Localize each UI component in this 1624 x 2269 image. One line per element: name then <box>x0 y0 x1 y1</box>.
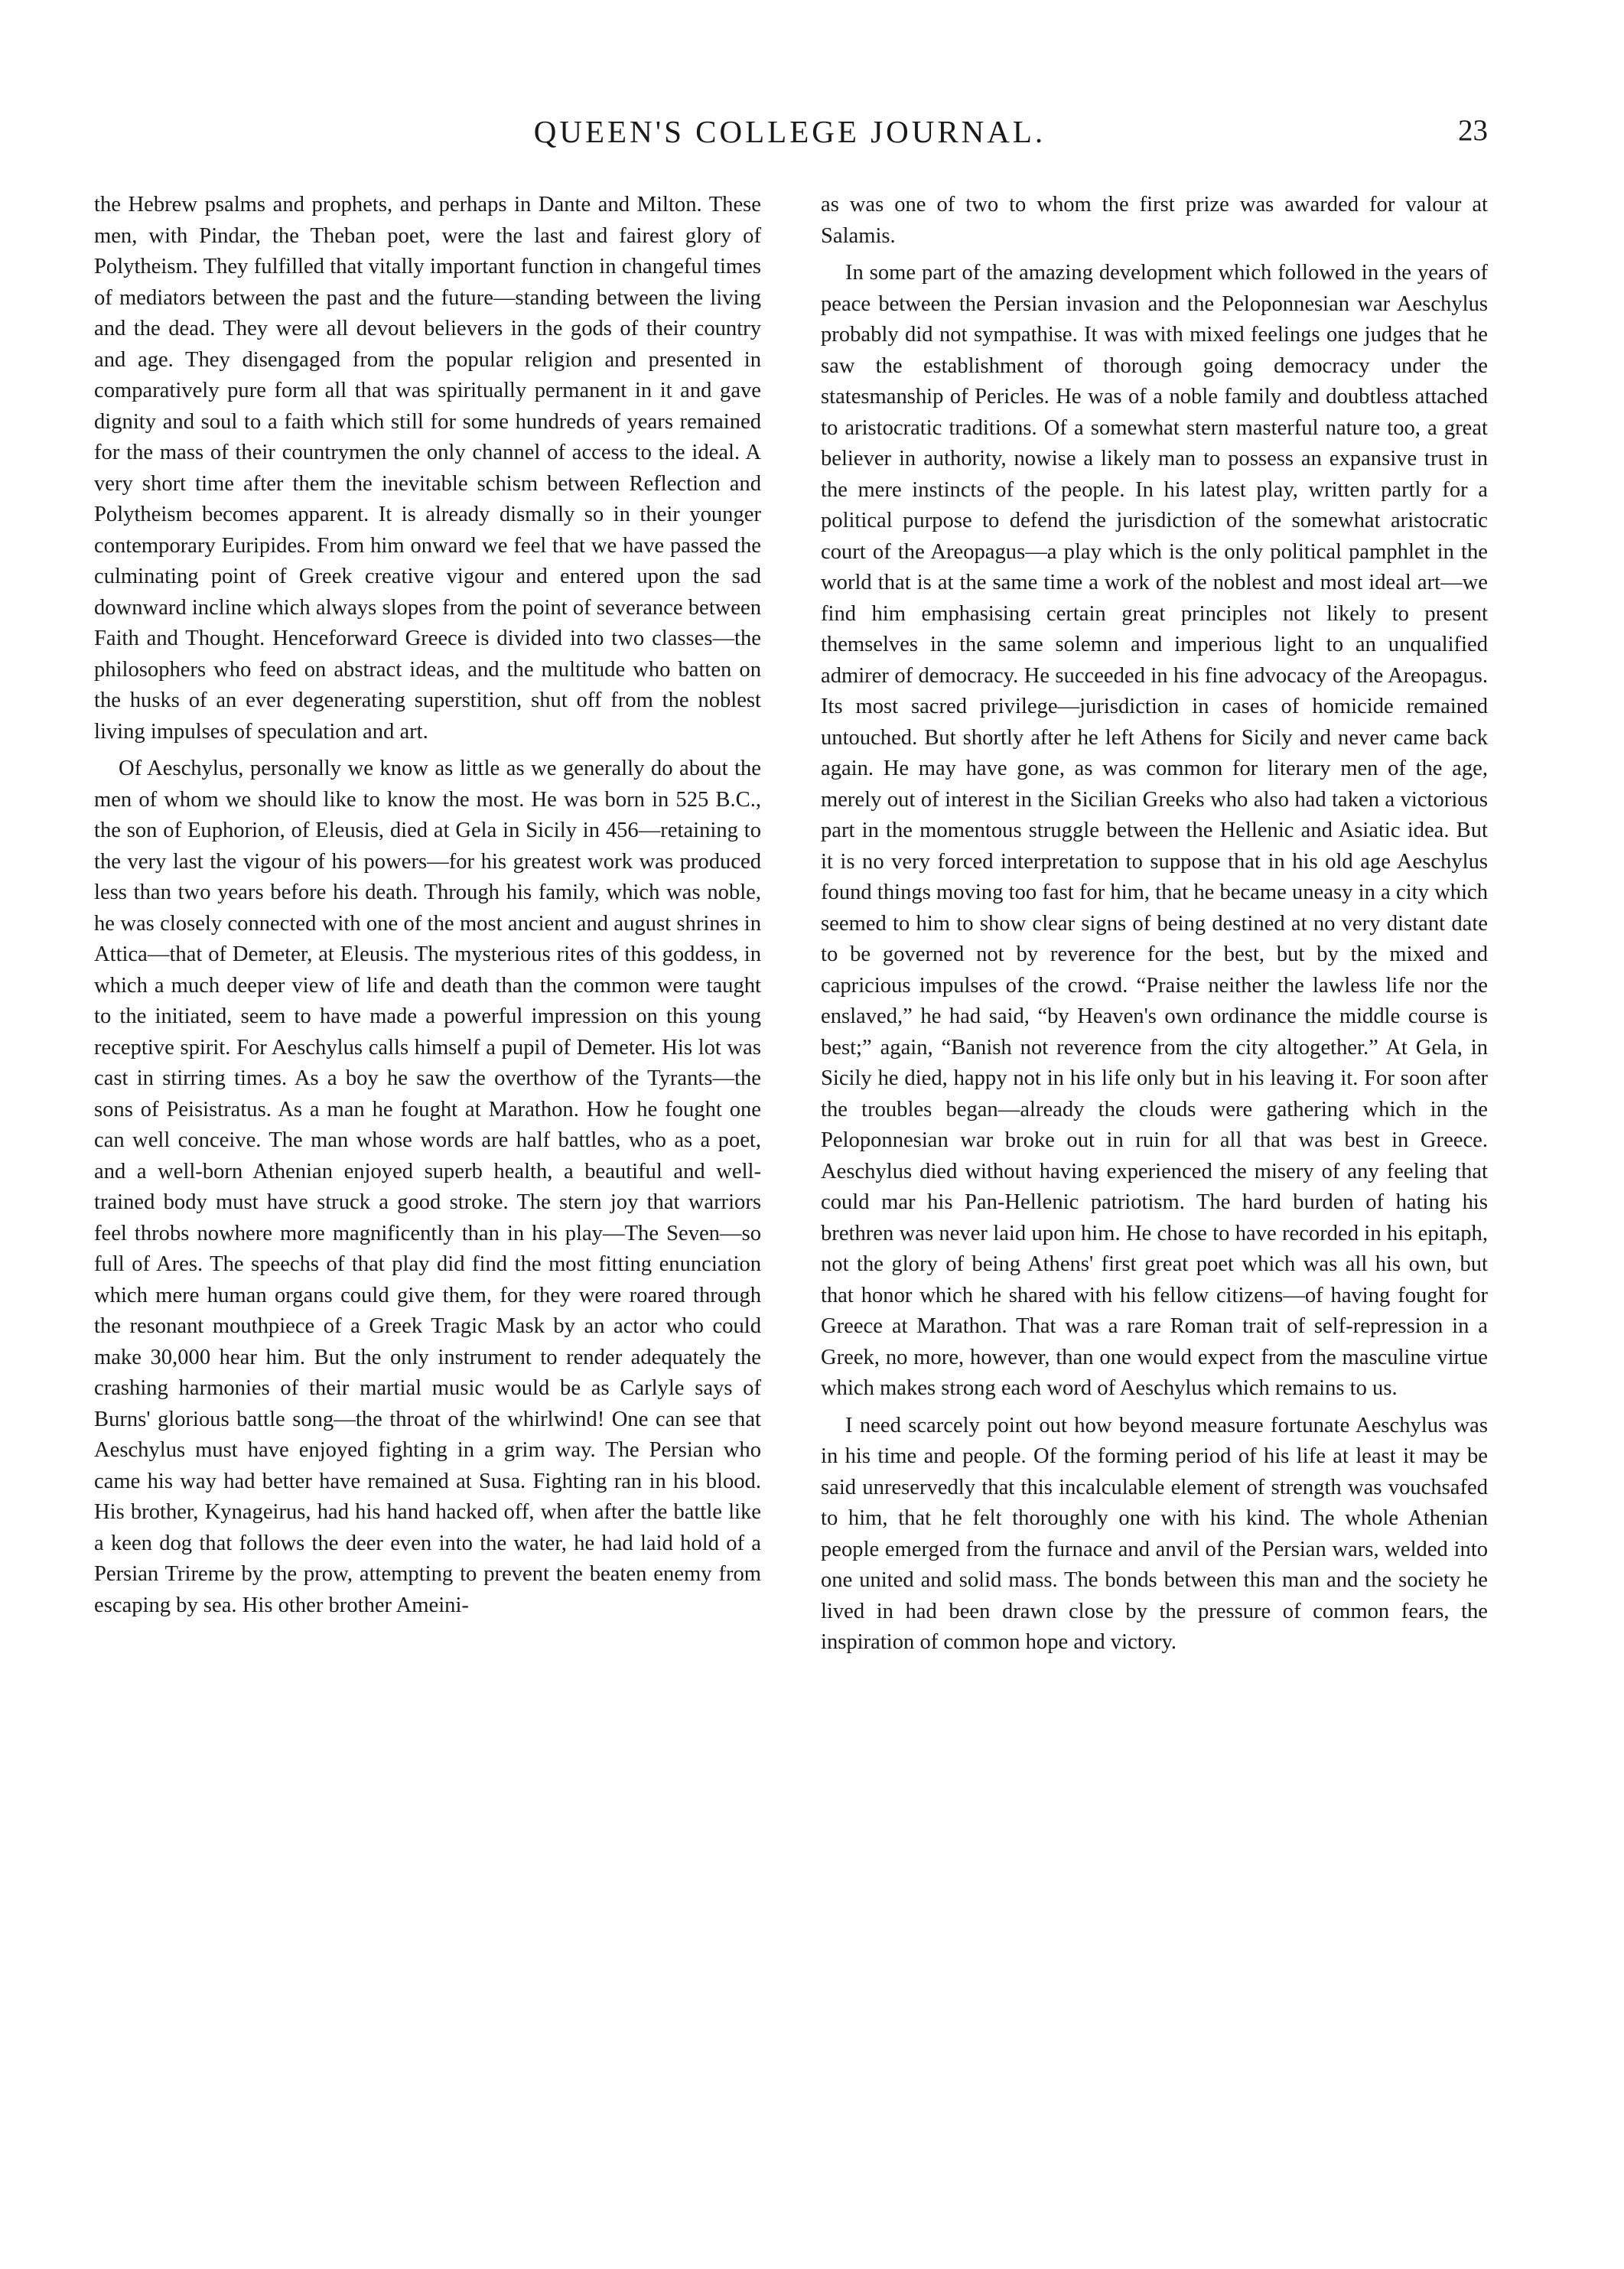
journal-title: QUEEN'S COLLEGE JOURNAL. <box>533 114 1046 149</box>
left-column <box>94 190 761 1621</box>
right-paragraph-1: as was one of two to whom the first prize was awarded for valour at Salamis. <box>821 193 1488 248</box>
left-paragraph-2: Of Aeschylus, personally we know as little as we generally do about the men of whom we should like to know the most. He was born in 525 B.C., the son of Euphorion, of Eleusis, died at Gela in Sicily in 456—retaining to the very last the vigour of his powers—for his greatest work was produced less than two years before his death. Through his family, which was noble, he was closely connected with one of the most ancient and august shrines in Attica—that of Demeter, at Eleusis. The mysterious rites of this goddess, in which a much deeper view of life and death than the common were taught to the initiated, seem to have made a powerful impression on this young receptive spirit. For Aeschylus calls himself a pupil of Demeter. His lot was cast in stirring times. As a boy he saw the overthow of the Tyrants—the sons of Peisistratus. As a man he fought at Marathon. How he fought one can well conceive. The man whose words are half battles, who as a poet, and a well-born Athenian enjoyed superb health, a beautiful and well-trained body must have struck a good stroke. The stern joy that warriors feel throbs nowhere more magnificently than in his play—The Seven—so full of Ares. The speechs of that play did find the most fitting enunciation which mere human organs could give them, for they were roared through the resonant mouthpiece of a Greek Tragic Mask by an actor who could make 30,000 hear him. But the only instrument to render adequately the crashing harmonies of their martial music would be as Carlyle says of Burns' glorious battle song—the throat of the whirlwind! One can see that Aeschylus must have enjoyed fighting in a grim way. The Persian who came his way had better have remained at Susa. Fighting ran in his blood. His brother, Kynageirus, had his hand hacked off, when after the battle like a keen dog that follows the deer even into the water, he had laid hold of a Persian Trireme by the prow, attempting to prevent the beaten enemy from escaping by sea. His other brother Ameini- <box>94 757 761 1617</box>
page-number: 23 <box>1458 114 1488 147</box>
page-header <box>92 113 1488 159</box>
right-column <box>821 190 1488 1659</box>
right-paragraph-3: I need scarcely point out how beyond measure fortunate Aeschylus was in his time and people. Of the forming period of his life at least it may be said unreservedly that this incalculable element of strength was vouchsafed to him, that he felt thoroughly one with his kind. The whole Athenian people emerged from the furnace and anvil of the Persian wars, welded into one united and solid mass. The bonds between this man and the society he lived in had been drawn close by the pressure of common fears, the inspiration of common hope and victory. <box>821 1413 1488 1654</box>
right-paragraph-2: In some part of the amazing development which followed in the years of peace between the Persian invasion and the Peloponnesian war Aeschylus probably did not sympathise. It was with mixed feelings one judges that he saw the establishment of thorough going democracy under the statesmanship of Pericles. He was of a noble family and doubtless attached to aristocratic traditions. Of a somewhat stern masterful nature too, a great believer in authority, nowise a likely man to possess an expansive trust in the mere instincts of the people. In his latest play, written partly for a political purpose to defend the jurisdiction of the somewhat aristocratic court of the Areopagus—a play which is the only political pamphlet in the world that is at the same time a work of the noblest and most ideal art—we find him emphasising certain great principles not likely to present themselves in the same solemn and imperious light to an unqualified admirer of democracy. He succeeded in his fine advocacy of the Areopagus. Its most sacred privilege—jurisdiction in cases of homicide remained untouched. But shortly after he left Athens for Sicily and never came back again. He may have gone, as was common for literary men of the age, merely out of interest in the Sicilian Greeks who also had taken a victorious part in the momentous struggle between the Hellenic and Asiatic idea. But it is no very forced interpretation to suppose that in his old age Aeschylus found things moving too fast for him, that he became uneasy in a city which seemed to him to show clear signs of being destined at no very distant date to be governed not by reverence for the best, but by the mixed and capricious impulses of the crowd. “Praise neither the lawless life nor the enslaved,” he had said, “by Heaven's own ordinance the middle course is best;” again, “Banish not reverence from the city altogether.” At Gela, in Sicily he died, happy not in his life only but in his leaving it. For soon after the troubles began—already the clouds were gathering which in the Peloponnesian war broke out in ruin for all that was best in Greece. Aeschylus died without having experienced the misery of any feeling that could mar his Pan-Hellenic patriotism. The hard burden of hating his brethren was never laid upon him. He chose to have recorded in his epitaph, not the glory of being Athens' first great poet which was all his own, but that honor which he shared with his fellow citizens—of having fought for Greece at Marathon. That was a rare Roman trait of self-repression in a Greek, no more, however, than one would expect from the masculine virtue which makes strong each word of Aeschylus which remains to us. <box>821 261 1488 1400</box>
left-paragraph-1: the Hebrew psalms and prophets, and perhaps in Dante and Milton. These men, with Pindar, the Theban poet, were the last and fairest glory of Polytheism. They fulfilled that vitally important function in changeful times of mediators between the past and the future—standing between the living and the dead. They were all devout believers in the gods of their country and age. They disengaged from the popular religion and presented in comparatively pure form all that was spiritually permanent in it and gave dignity and soul to a faith which still for some hundreds of years remained for the mass of their countrymen the only channel of access to the ideal. A very short time after them the inevitable schism between Reflection and Polytheism becomes apparent. It is already dismally so in their younger contemporary Euripides. From him onward we feel that we have passed the culminating point of Greek creative vigour and entered upon the sad downward incline which always slopes from the point of severance between Faith and Thought. Henceforward Greece is divided into two classes—the philosophers who feed on abstract ideas, and the multitude who batten on the husks of an ever degenerating superstition, shut off from the noblest living impulses of speculation and art. <box>94 193 761 744</box>
